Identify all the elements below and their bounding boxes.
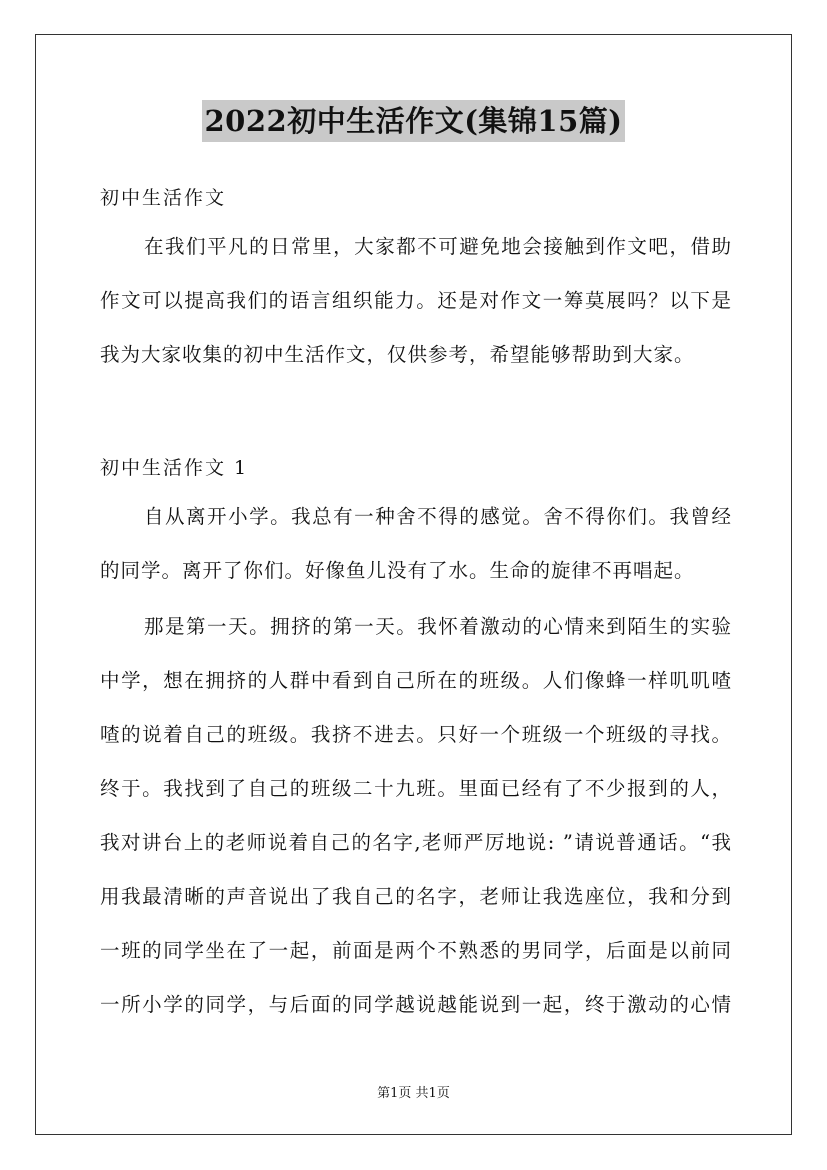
intro-line: 作文可以提高我们的语言组织能力。还是对作文一筹莫展吗？以下是 bbox=[100, 289, 732, 312]
essay-line: 我对讲台上的老师说着自己的名字,老师严厉地说: ”请说普通话。“我 bbox=[100, 831, 732, 854]
essay-line: 一所小学的同学，与后面的同学越说越能说到一起，终于激动的心情 bbox=[100, 993, 732, 1016]
essay-line: 终于。我找到了自己的班级二十九班。里面已经有了不少报到的人， bbox=[100, 777, 732, 800]
section-heading: 初中生活作文 bbox=[100, 187, 227, 209]
essay-line: 的同学。离开了你们。好像鱼儿没有了水。生命的旋律不再唱起。 bbox=[100, 559, 695, 582]
intro-line: 在我们平凡的日常里，大家都不可避免地会接触到作文吧，借助 bbox=[144, 235, 732, 258]
page-title: 2022初中生活作文(集锦15篇) bbox=[202, 100, 624, 142]
essay-paragraph-1 bbox=[100, 490, 732, 598]
essay-line: 用我最清晰的声音说出了我自己的名字，老师让我选座位，我和分到 bbox=[100, 885, 732, 908]
page-footer: 第1页 共1页 bbox=[377, 1086, 450, 1101]
essay-line: 那是第一天。拥挤的第一天。我怀着激动的心情来到陌生的实验 bbox=[144, 615, 732, 638]
essay-line: 一班的同学坐在了一起，前面是两个不熟悉的男同学，后面是以前同 bbox=[100, 939, 732, 962]
essay-line: 自从离开小学。我总有一种舍不得的感觉。舍不得你们。我曾经 bbox=[144, 505, 732, 528]
essay-paragraph-2 bbox=[100, 600, 732, 1032]
intro-paragraph bbox=[100, 220, 732, 382]
essay-line: 喳的说着自己的班级。我挤不进去。只好一个班级一个班级的寻找。 bbox=[100, 723, 732, 746]
intro-line: 我为大家收集的初中生活作文，仅供参考，希望能够帮助到大家。 bbox=[100, 343, 695, 366]
essay-line: 中学，想在拥挤的人群中看到自己所在的班级。人们像蜂一样叽叽喳 bbox=[100, 669, 732, 692]
essay-heading: 初中生活作文 1 bbox=[100, 457, 249, 479]
